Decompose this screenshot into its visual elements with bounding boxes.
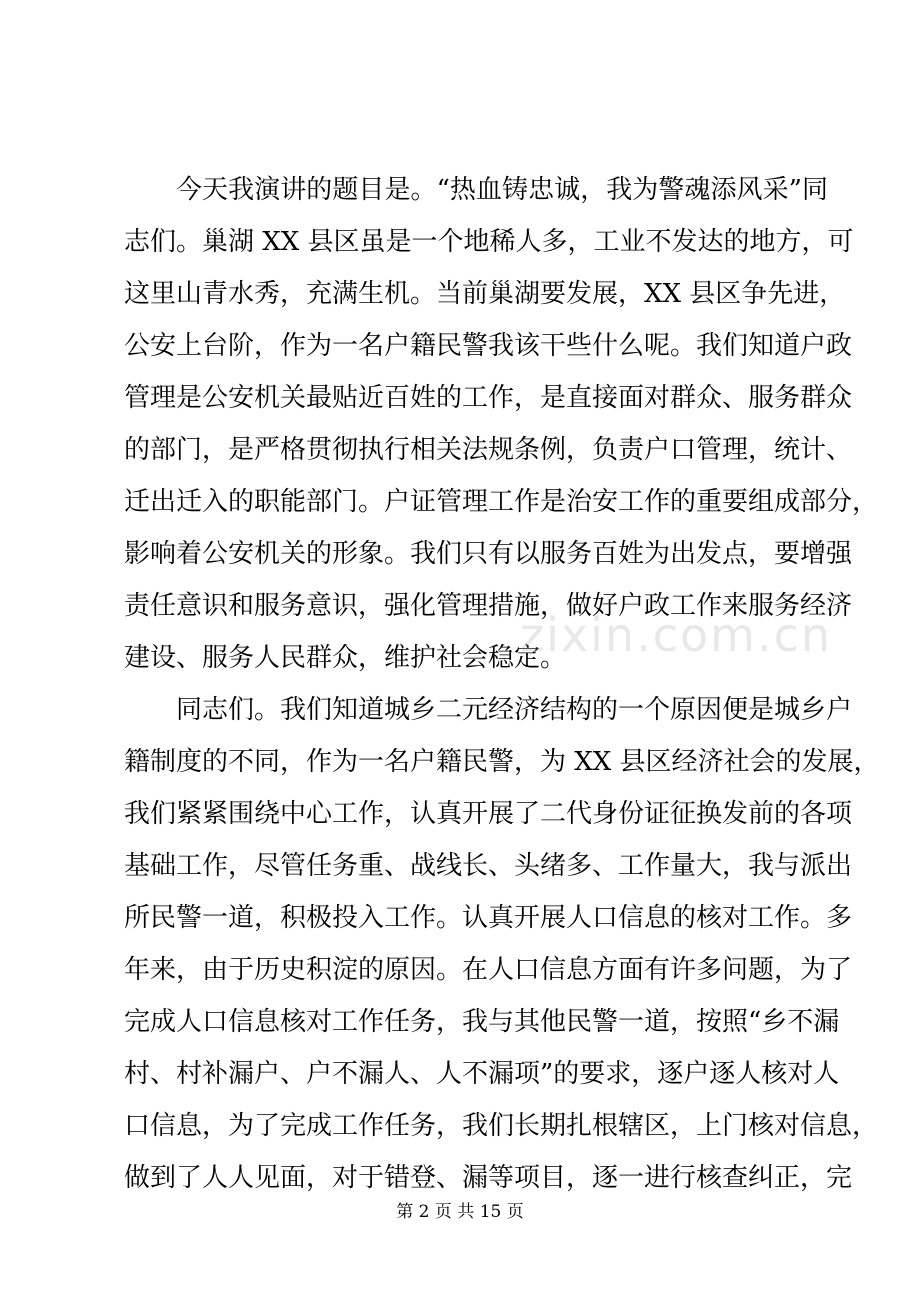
text-line: 所民警一道，积极投入工作。认真开展人口信息的核对工作。多	[124, 903, 853, 933]
text-line: 建设、服务人民群众，维护社会稳定。	[124, 643, 567, 673]
text-line: 志们。巢湖 XX 县区虽是一个地稀人多，工业不发达的地方，可	[124, 227, 854, 257]
text-line: 责任意识和服务意识，强化管理措施，做好户政工作来服务经济	[124, 591, 853, 621]
watermark-text: zixin.com.cn	[520, 608, 833, 662]
text-line: 口信息，为了完成工作任务，我们长期扎根辖区，上门核对信息，	[124, 1111, 879, 1141]
text-line: 今天我演讲的题目是。“热血铸忠诚，我为警魂添风采”同	[176, 175, 828, 205]
text-line: 完成人口信息核对工作任务，我与其他民警一道，按照“乡不漏	[124, 1007, 840, 1037]
text-line: 这里山青水秀，充满生机。当前巢湖要发展，XX 县区争先进，	[124, 279, 846, 309]
text-line: 管理是公安机关最贴近百姓的工作，是直接面对群众、服务群众	[124, 383, 853, 413]
text-line: 影响着公安机关的形象。我们只有以服务百姓为出发点，要增强	[124, 539, 853, 569]
text-line: 公安上台阶，作为一名户籍民警我该干些什么呢。我们知道户政	[124, 331, 853, 361]
text-line: 年来，由于历史积淀的原因。在人口信息方面有许多问题，为了	[124, 955, 853, 985]
text-line: 我们紧紧围绕中心工作，认真开展了二代身份证征换发前的各项	[124, 799, 853, 829]
text-line: 村、村补漏户、户不漏人、人不漏项”的要求，逐户逐人核对人	[124, 1059, 840, 1089]
page-footer: 第 2 页 共 15 页	[396, 1202, 524, 1222]
text-line: 籍制度的不同，作为一名户籍民警，为 XX 县区经济社会的发展，	[124, 747, 880, 777]
text-line: 做到了人人见面，对于错登、漏等项目，逐一进行核查纠正，完	[124, 1163, 853, 1193]
text-line: 的部门，是严格贯彻执行相关法规条例，负责户口管理，统计、	[124, 435, 853, 465]
text-line: 同志们。我们知道城乡二元经济结构的一个原因便是城乡户	[176, 695, 853, 725]
text-line: 基础工作，尽管任务重、战线长、头绪多、工作量大，我与派出	[124, 851, 853, 881]
text-line: 迁出迁入的职能部门。户证管理工作是治安工作的重要组成部分，	[124, 487, 879, 517]
